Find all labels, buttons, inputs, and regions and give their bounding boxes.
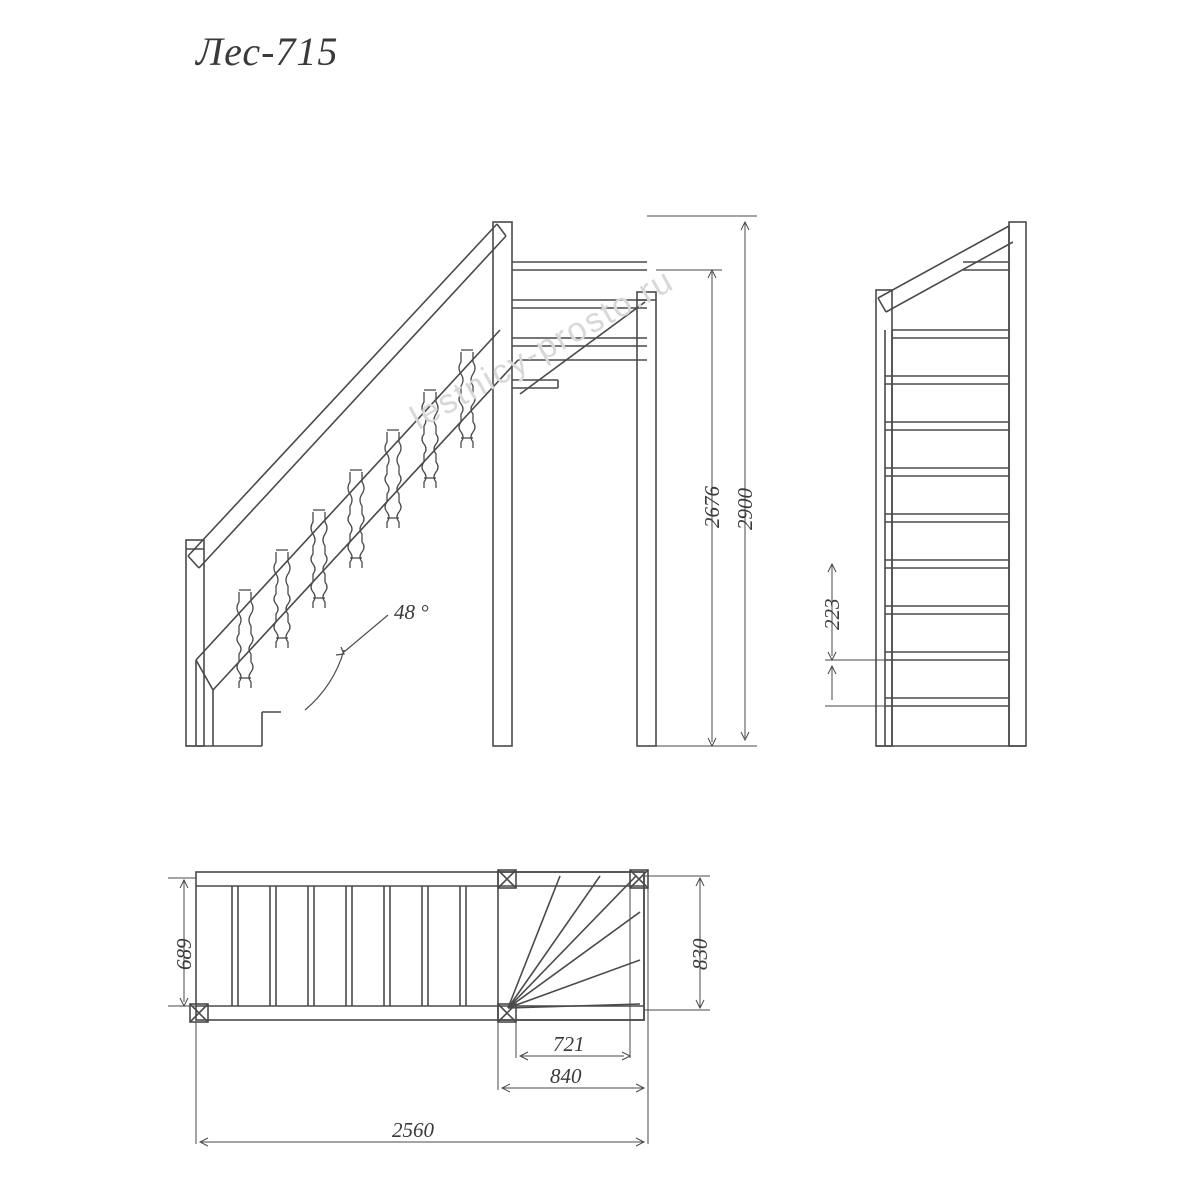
dim-total-height: 2900: [733, 488, 757, 530]
dim-riser-height: 223: [820, 598, 844, 630]
dim-angle: 48 °: [394, 600, 429, 624]
watermark-text: lestnicy-prosto.ru: [404, 261, 681, 438]
dim-flight-height: 2676: [700, 486, 724, 528]
dim-plan-step-840: 840: [550, 1064, 582, 1088]
dim-plan-step-721: 721: [553, 1032, 585, 1056]
page-title: Лес-715: [196, 29, 339, 74]
dim-plan-width: 689: [172, 938, 196, 970]
dim-plan-landing-depth: 830: [688, 938, 712, 970]
dim-plan-total-length: 2560: [392, 1118, 434, 1142]
